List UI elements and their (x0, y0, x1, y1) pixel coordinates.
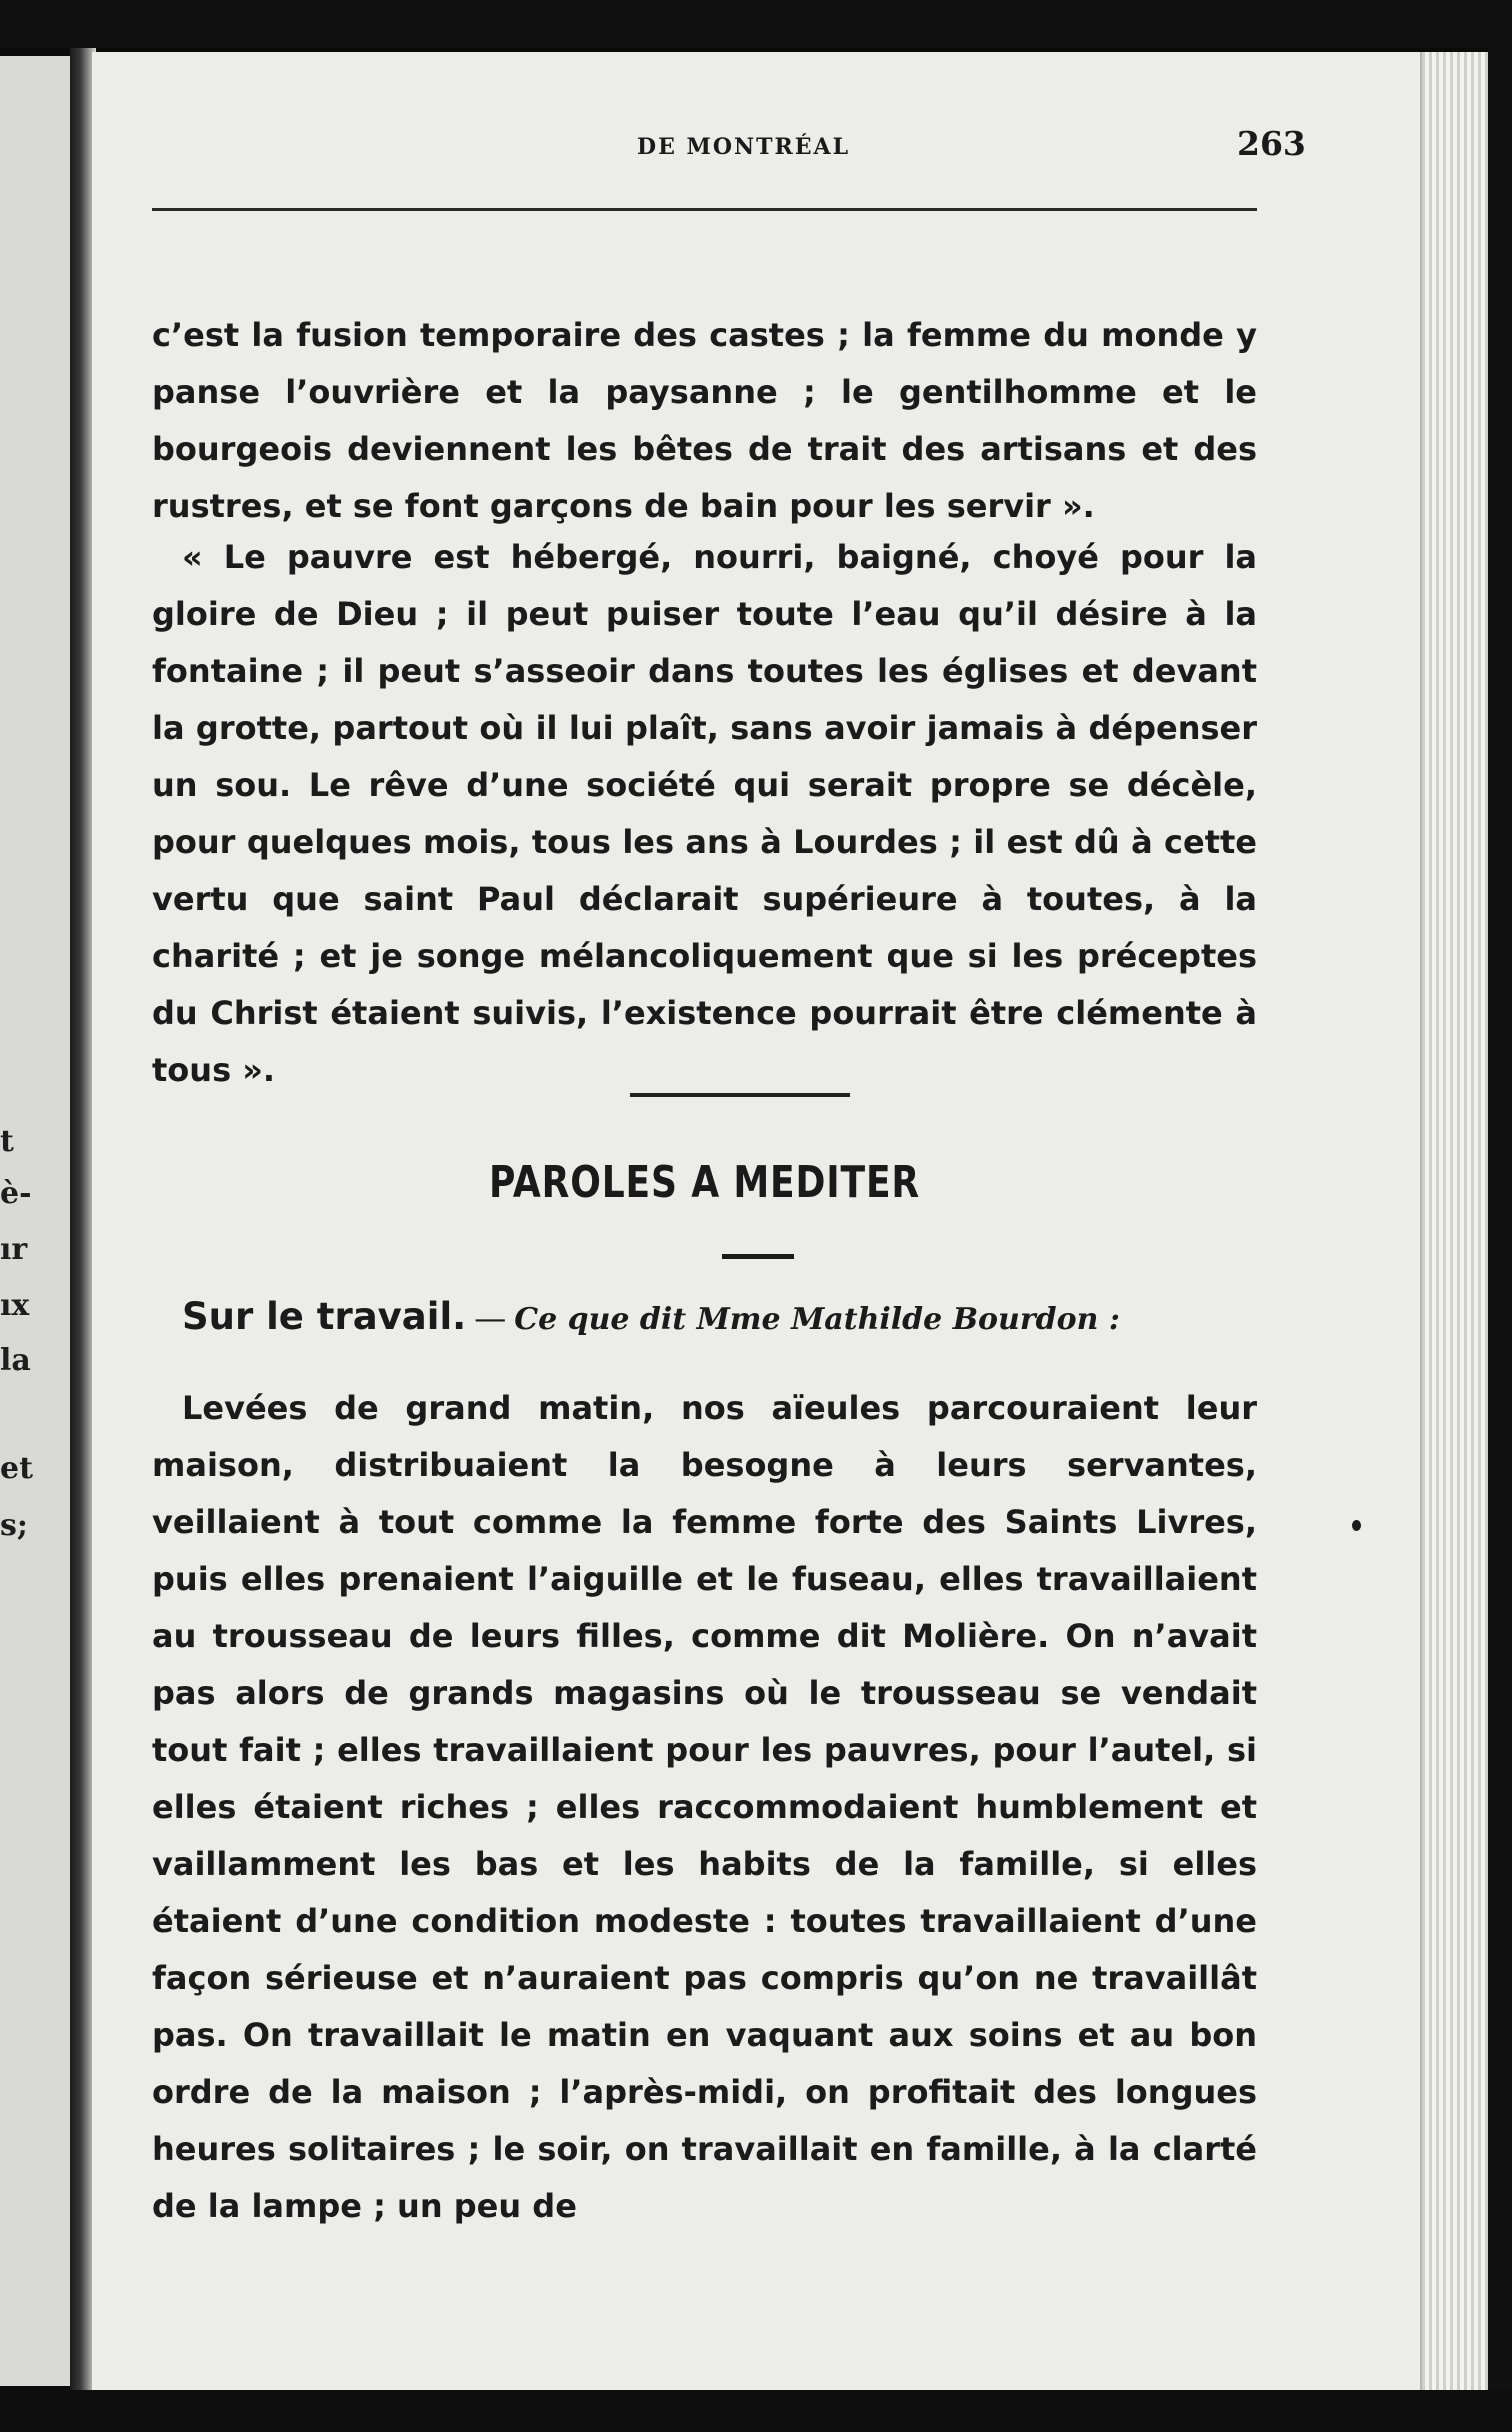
adjacent-page-fragment: ır (0, 1232, 28, 1267)
subheading (182, 1295, 1120, 1338)
scan-border-bottom (0, 2390, 1512, 2432)
adjacent-page-edge (0, 56, 74, 2386)
adjacent-page-fragment: è- (0, 1176, 32, 1211)
ink-speck (1352, 1520, 1361, 1531)
running-head: DE MONTRÉAL (637, 134, 851, 160)
subheading-dash: — (474, 1299, 507, 1337)
paragraph-continuation (152, 307, 1257, 535)
book-page (92, 52, 1437, 2390)
adjacent-page-fragment: et (0, 1451, 33, 1486)
scan-border-right (1488, 0, 1512, 2432)
title-underline-rule (722, 1254, 794, 1259)
paragraph: « Le pauvre est hébergé, nourri, baigné, choyé pour la gloire de Dieu ; il peut puiser toute l’eau qu’il désire à la fontaine ; il peut s’asseoir dans toutes les églises et devant la grotte, partout où il lui plaît, sans avoir jamais à dépenser un sou. Le rêve d’une société qui serait propre se décèle, pour quelques mois, tous les ans à Lourdes ; il est dû à cette vertu que saint Paul déclarait supérieure à toutes, à la charité ; et je songe mélancoliquement que si les préceptes du Christ étaient suivis, l’existence pourrait être clémente à tous ». (152, 538, 1257, 1089)
subheading-attribution: Ce que dit Mme Mathilde Bourdon : (514, 1302, 1120, 1337)
adjacent-page-fragment: t (0, 1124, 14, 1159)
paragraph: c’est la fusion temporaire des castes ; la femme du monde y panse l’ouvrière et la paysanne ; le gentilhomme et le bourgeois deviennent les bêtes de trait des artisans et des rustres, et se font garçons de bain pour les servir ». (152, 316, 1257, 525)
subheading-lead: Sur le travail. (182, 1295, 467, 1338)
adjacent-page-fragment: s; (0, 1508, 28, 1543)
section-title: PAROLES A MEDITER (488, 1157, 921, 1208)
adjacent-page-fragment: ıx (0, 1288, 30, 1323)
scan-border-top (0, 0, 1512, 48)
page-edges-stack (1420, 52, 1490, 2390)
paragraph-body (152, 1380, 1257, 2235)
adjacent-page-fragment: la (0, 1343, 31, 1378)
paragraph-quotation (152, 529, 1257, 1099)
section-divider-rule (630, 1093, 850, 1097)
paragraph: Levées de grand matin, nos aïeules parcouraient leur maison, distribuaient la besogne à leurs servantes, veillaient à tout comme la femme forte des Saints Livres, puis elles prenaient l’aiguille et le fuseau, elles travaillaient au trousseau de leurs filles, comme dit Molière. On n’avait pas alors de grands magasins où le trousseau se vendait tout fait ; elles travaillaient pour les pauvres, pour l’autel, si elles étaient riches ; elles raccommodaient humblement et vaillamment les bas et les habits de la famille, si elles étaient d’une condition modeste : toutes travaillaient d’une façon sérieuse et n’auraient pas compris qu’on ne travaillât pas. On travaillait le matin en vaquant aux soins et au bon ordre de la maison ; l’après-midi, on profitait des longues heures solitaires ; le soir, on travaillait en famille, à la clarté de la lampe ; un peu de (152, 1389, 1257, 2225)
header-rule (152, 208, 1257, 211)
page-number: 263 (1237, 124, 1306, 163)
